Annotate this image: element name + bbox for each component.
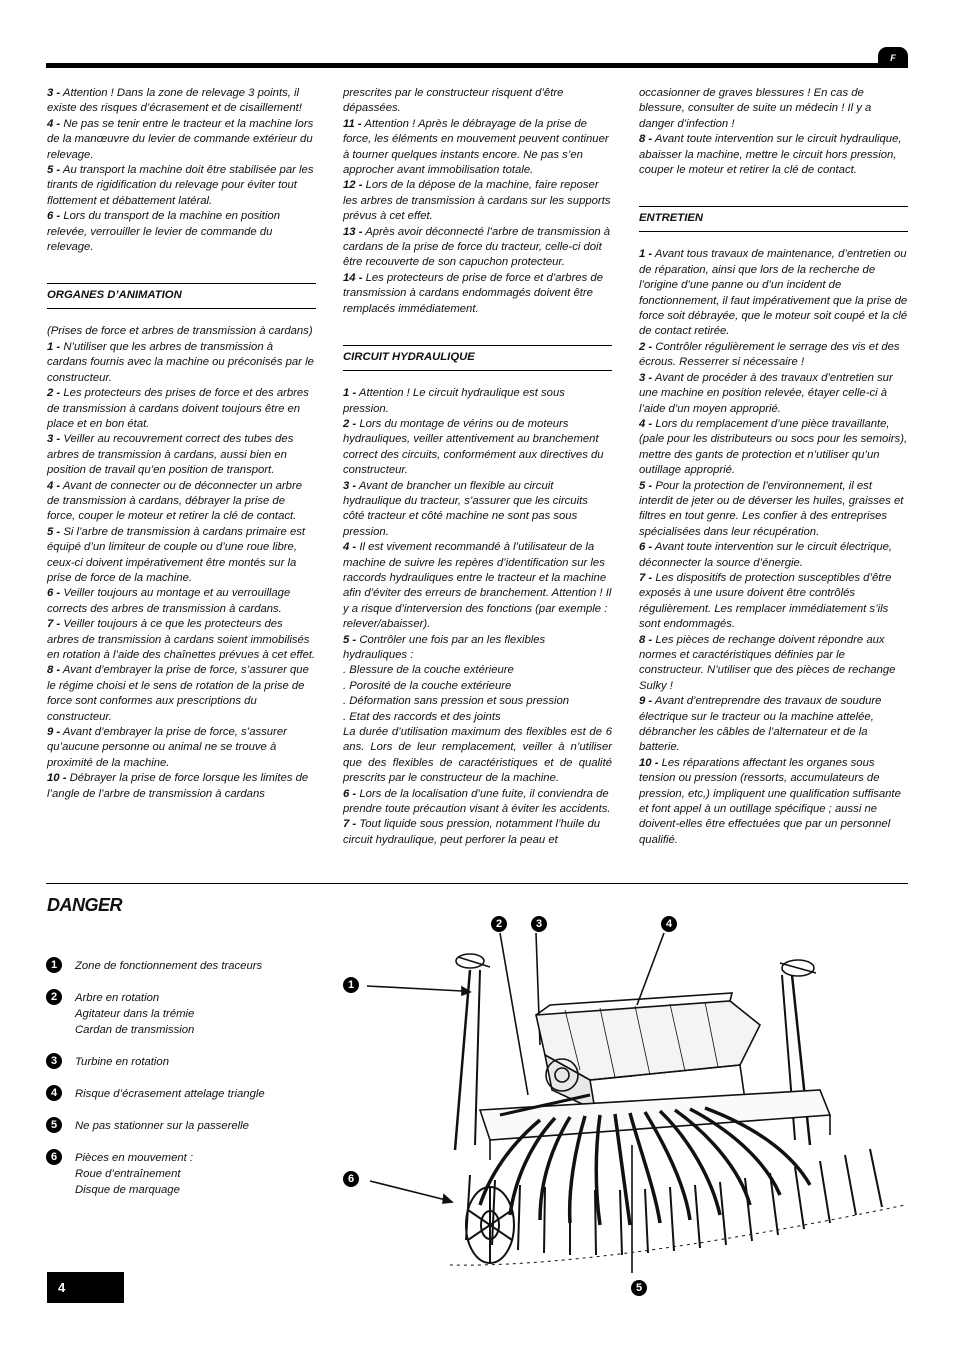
- list-item: 6 - Veiller toujours au montage et au verrouillage corrects des arbres de transmission à cardans.: [47, 587, 291, 615]
- list-item: 5 - Pour la protection de l’environnement, il est interdit de jeter ou de déverser les huiles, graisses et filtres en tout genre. Les confier à des entreprises spécialisées dans leur récupération.: [639, 479, 904, 538]
- section-heading-entretien: ENTRETIEN: [639, 206, 908, 232]
- section-intro: (Prises de force et arbres de transmission à cardans): [47, 325, 313, 338]
- number-badge: 4: [46, 1085, 62, 1101]
- list-item: 12 - Lors de la dépose de la machine, faire reposer les arbres de transmission à cardans sur les supports prévus à cet effet.: [343, 179, 611, 223]
- list-item: 4 - Lors du remplacement d’une pièce travaillante, (pale pour les distributeurs ou socs pour les semoirs), mettre des gants de protection et n’utiliser qu’un outillage approprié.: [639, 417, 908, 477]
- continuation-text: occasionner de graves blessures ! En cas de blessure, consulter de suite un médecin ! Il y a danger d’infection !: [639, 87, 872, 130]
- list-item: 7 - Les dispositifs de protection susceptibles d’être exposés à une usure doivent être contrôlés régulièrement. Les remplacer immédiatement s’ils sont endommagés.: [639, 571, 892, 631]
- list-item: 1 - Avant tous travaux de maintenance, d’entretien ou de réparation, ainsi que lors de la recherche de l’origine d’une panne ou d’un incident de fonctionnement, il faut impérativement que la prise de force soit débrayée, que le moteur soit coupé et la clé de contact retirée.: [639, 248, 908, 338]
- language-tab: F: [878, 47, 908, 68]
- seed-drill-illustration: [340, 905, 912, 1285]
- list-item: 8 - Avant d’embrayer la prise de force, s’assurer que le régime choisi et le sens de rotation de la prise de force sont conformes aux prescriptions du constructeur.: [47, 664, 309, 723]
- legend-item: 3 Turbine en rotation: [46, 1054, 346, 1070]
- col1-list-2: [47, 340, 316, 802]
- list-item: 7 - Veiller toujours à ce que les protecteurs des arbres de transmission à cardans soient immobilisés en rotation à l’aide des chaînettes prévues à cet effet.: [47, 618, 316, 661]
- callout-3: 3: [531, 916, 547, 932]
- legend-item: 1 Zone de fonctionnement des traceurs: [46, 958, 346, 974]
- list-item: 3 - Attention ! Dans la zone de relevage 3 points, il existe des risques d’écrasement et de cisaillement!: [47, 87, 302, 115]
- list-item: 3 - Avant de brancher un flexible au circuit hydraulique du tracteur, s’assurer que les circuits côté tracteur et côté machine ne sont pas sous pression.: [343, 479, 588, 538]
- legend-item: 6 Pièces en mouvement : Roue d’entraînement Disque de marquage: [46, 1150, 346, 1198]
- section-heading-hydraulique: CIRCUIT HYDRAULIQUE: [343, 345, 612, 371]
- number-badge: 6: [46, 1149, 62, 1165]
- list-item: 9 - Avant d’embrayer la prise de force, s’assurer qu’aucune personne ou animal ne se trouve à proximité de la machine.: [47, 726, 287, 769]
- list-item: 8 - Les pièces de rechange doivent répondre aux normes et caractéristiques définies par le constructeur. N’utiliser que des pièces de rechange Sulky !: [639, 633, 896, 692]
- bullet-item: . Etat des raccords et des joints: [343, 710, 501, 723]
- list-item: 6 - Lors de la localisation d’une fuite, il conviendra de prendre toute précaution visant à éviter les accidents.: [343, 787, 611, 816]
- callout-6: 6: [343, 1171, 359, 1187]
- callout-4: 4: [661, 916, 677, 932]
- column-1: [47, 86, 316, 802]
- bullet-item: . Déformation sans pression et sous pression: [343, 695, 570, 708]
- list-item: 5 - Au transport la machine doit être stabilisée par les tirants de rigidification du relevage pour éviter tout flottement et débattement latéral.: [47, 164, 314, 207]
- list-item: 10 - Débrayer la prise de force lorsque les limites de l’angle de l’arbre de transmission à cardans: [47, 772, 309, 800]
- col2-list-2: [343, 386, 612, 663]
- page-number: 4: [47, 1272, 124, 1303]
- number-badge: 2: [46, 989, 62, 1005]
- legend-item: 2 Arbre en rotation Agitateur dans la trémie Cardan de transmission: [46, 990, 346, 1038]
- col2-list-3: [343, 787, 612, 849]
- list-item: 5 - Contrôler une fois par an les flexibles hydrauliques :: [343, 633, 546, 661]
- bullet-item: . Blessure de la couche extérieure: [343, 664, 514, 677]
- list-item: 1 - N’utiliser que les arbres de transmission à cardans fournis avec la machine ou préconisés par le constructeur.: [47, 340, 314, 384]
- col3-list: [639, 247, 908, 848]
- list-item: 1 - Attention ! Le circuit hydraulique est sous pression.: [343, 387, 565, 415]
- callout-1: 1: [343, 977, 359, 993]
- danger-title: DANGER: [47, 895, 123, 915]
- danger-legend: [46, 958, 346, 1214]
- list-item: 10 - Les réparations affectant les organes sous tension ou pression (ressorts, accumulateurs de pression, etc,) impliquent une qualification suffisante et font appel à un outillage spécifique ; aussi ne doivent-elles être effectuées que par un personnel qualifié.: [639, 756, 901, 846]
- list-item: 4 - Avant de connecter ou de déconnecter un arbre de transmission à cardans, débrayer la prise de force, couper le moteur et retirer la clé de contact.: [47, 479, 302, 523]
- callout-2: 2: [491, 916, 507, 932]
- duration-text: La durée d’utilisation maximum des flexibles est de 6 ans. Lors de leur remplacement, veiller à n’utiliser que des flexibles de caractéristiques et de qualité prescrits par le constructeur de la machine.: [343, 726, 612, 785]
- list-item: 7 - Tout liquide sous pression, notamment l’huile du circuit hydraulique, peut perforer la peau et: [343, 818, 601, 846]
- bullet-item: . Porosité de la couche extérieure: [343, 679, 512, 692]
- list-item: 9 - Avant d’entreprendre des travaux de soudure électrique sur le tracteur ou la machine attelée, débrancher les câbles de l’alternateur et de la batterie.: [639, 695, 882, 754]
- callout-5: 5: [631, 1280, 647, 1296]
- number-badge: 1: [46, 957, 62, 973]
- column-2: [343, 86, 612, 848]
- header-rule: [46, 63, 908, 68]
- list-item: 13 - Après avoir déconnecté l’arbre de transmission à cardans de la prise de force du tracteur, celle-ci doit être recouverte de son capuchon protecteur.: [343, 225, 611, 269]
- section-divider: [46, 883, 908, 884]
- continuation-text: prescrites par le constructeur risquent d’être dépassées.: [343, 87, 564, 115]
- list-item: 2 - Lors du montage de vérins ou de moteurs hydrauliques, veiller attentivement au branchement correct des circuits, conformément aux directives du constructeur.: [343, 417, 604, 477]
- number-badge: 5: [46, 1117, 62, 1133]
- number-badge: 3: [46, 1053, 62, 1069]
- list-item: 11 - Attention ! Après le débrayage de la prise de force, les éléments en mouvement peuvent continuer à tourner quelques instants encore. Ne pas s’en approcher avant immobilisation totale.: [343, 117, 609, 177]
- list-item: 3 - Veiller au recouvrement correct des tubes des arbres de transmission à cardans, aussi bien en position de travail qu’en position de transport.: [47, 433, 294, 477]
- column-3: [639, 86, 908, 848]
- list-item: 6 - Avant toute intervention sur le circuit électrique, déconnecter la source d’énergie.: [639, 541, 893, 569]
- legend-item: 5 Ne pas stationner sur la passerelle: [46, 1118, 346, 1134]
- list-item: 2 - Les protecteurs des prises de force et des arbres de transmission à cardans doivent toujours être en place et en bon état.: [47, 387, 309, 430]
- legend-item: 4 Risque d’écrasement attelage triangle: [46, 1086, 346, 1102]
- list-item: 4 - Il est vivement recommandé à l’utilisateur de la machine de suivre les repères d’identification sur les raccords hydrauliques entre le tracteur et la machine afin d’éviter des erreurs de branchement. Attention ! Il y a risque d’interversion des fonctions (par exemple : relever/abaisser).: [343, 541, 612, 631]
- list-item: 3 - Avant de procéder à des travaux d’entretien sur une machine en position relevée, étayer celle-ci à l’aide d’un moyen approprié.: [639, 371, 893, 415]
- list-item: 4 - Ne pas se tenir entre le tracteur et la machine lors de la manœuvre du levier de commande extérieur du relevage.: [47, 117, 314, 161]
- section-heading-organes: ORGANES D’ANIMATION: [47, 283, 316, 309]
- list-item: 5 - Si l’arbre de transmission à cardans primaire est équipé d’un limiteur de couple ou d’une roue libre, ceux-ci doivent impérativement être montés sur la prise de force de la machine.: [47, 525, 306, 584]
- list-item: 8 - Avant toute intervention sur le circuit hydraulique, abaisser la machine, mettre le circuit hors pression, couper le moteur et retirer la clé de contact.: [639, 133, 902, 177]
- list-item: 6 - Lors du transport de la machine en position relevée, verrouiller le levier de commande du relevage.: [47, 210, 280, 254]
- list-item: 14 - Les protecteurs de prise de force et d’arbres de transmission à cardans endommagés doivent être remplacés immédiatement.: [343, 271, 603, 315]
- col2-list-1: [343, 117, 612, 317]
- list-item: 2 - Contrôler régulièrement le serrage des vis et des écrous. Resserrer si nécessaire !: [639, 340, 900, 369]
- col1-list-1: [47, 86, 316, 255]
